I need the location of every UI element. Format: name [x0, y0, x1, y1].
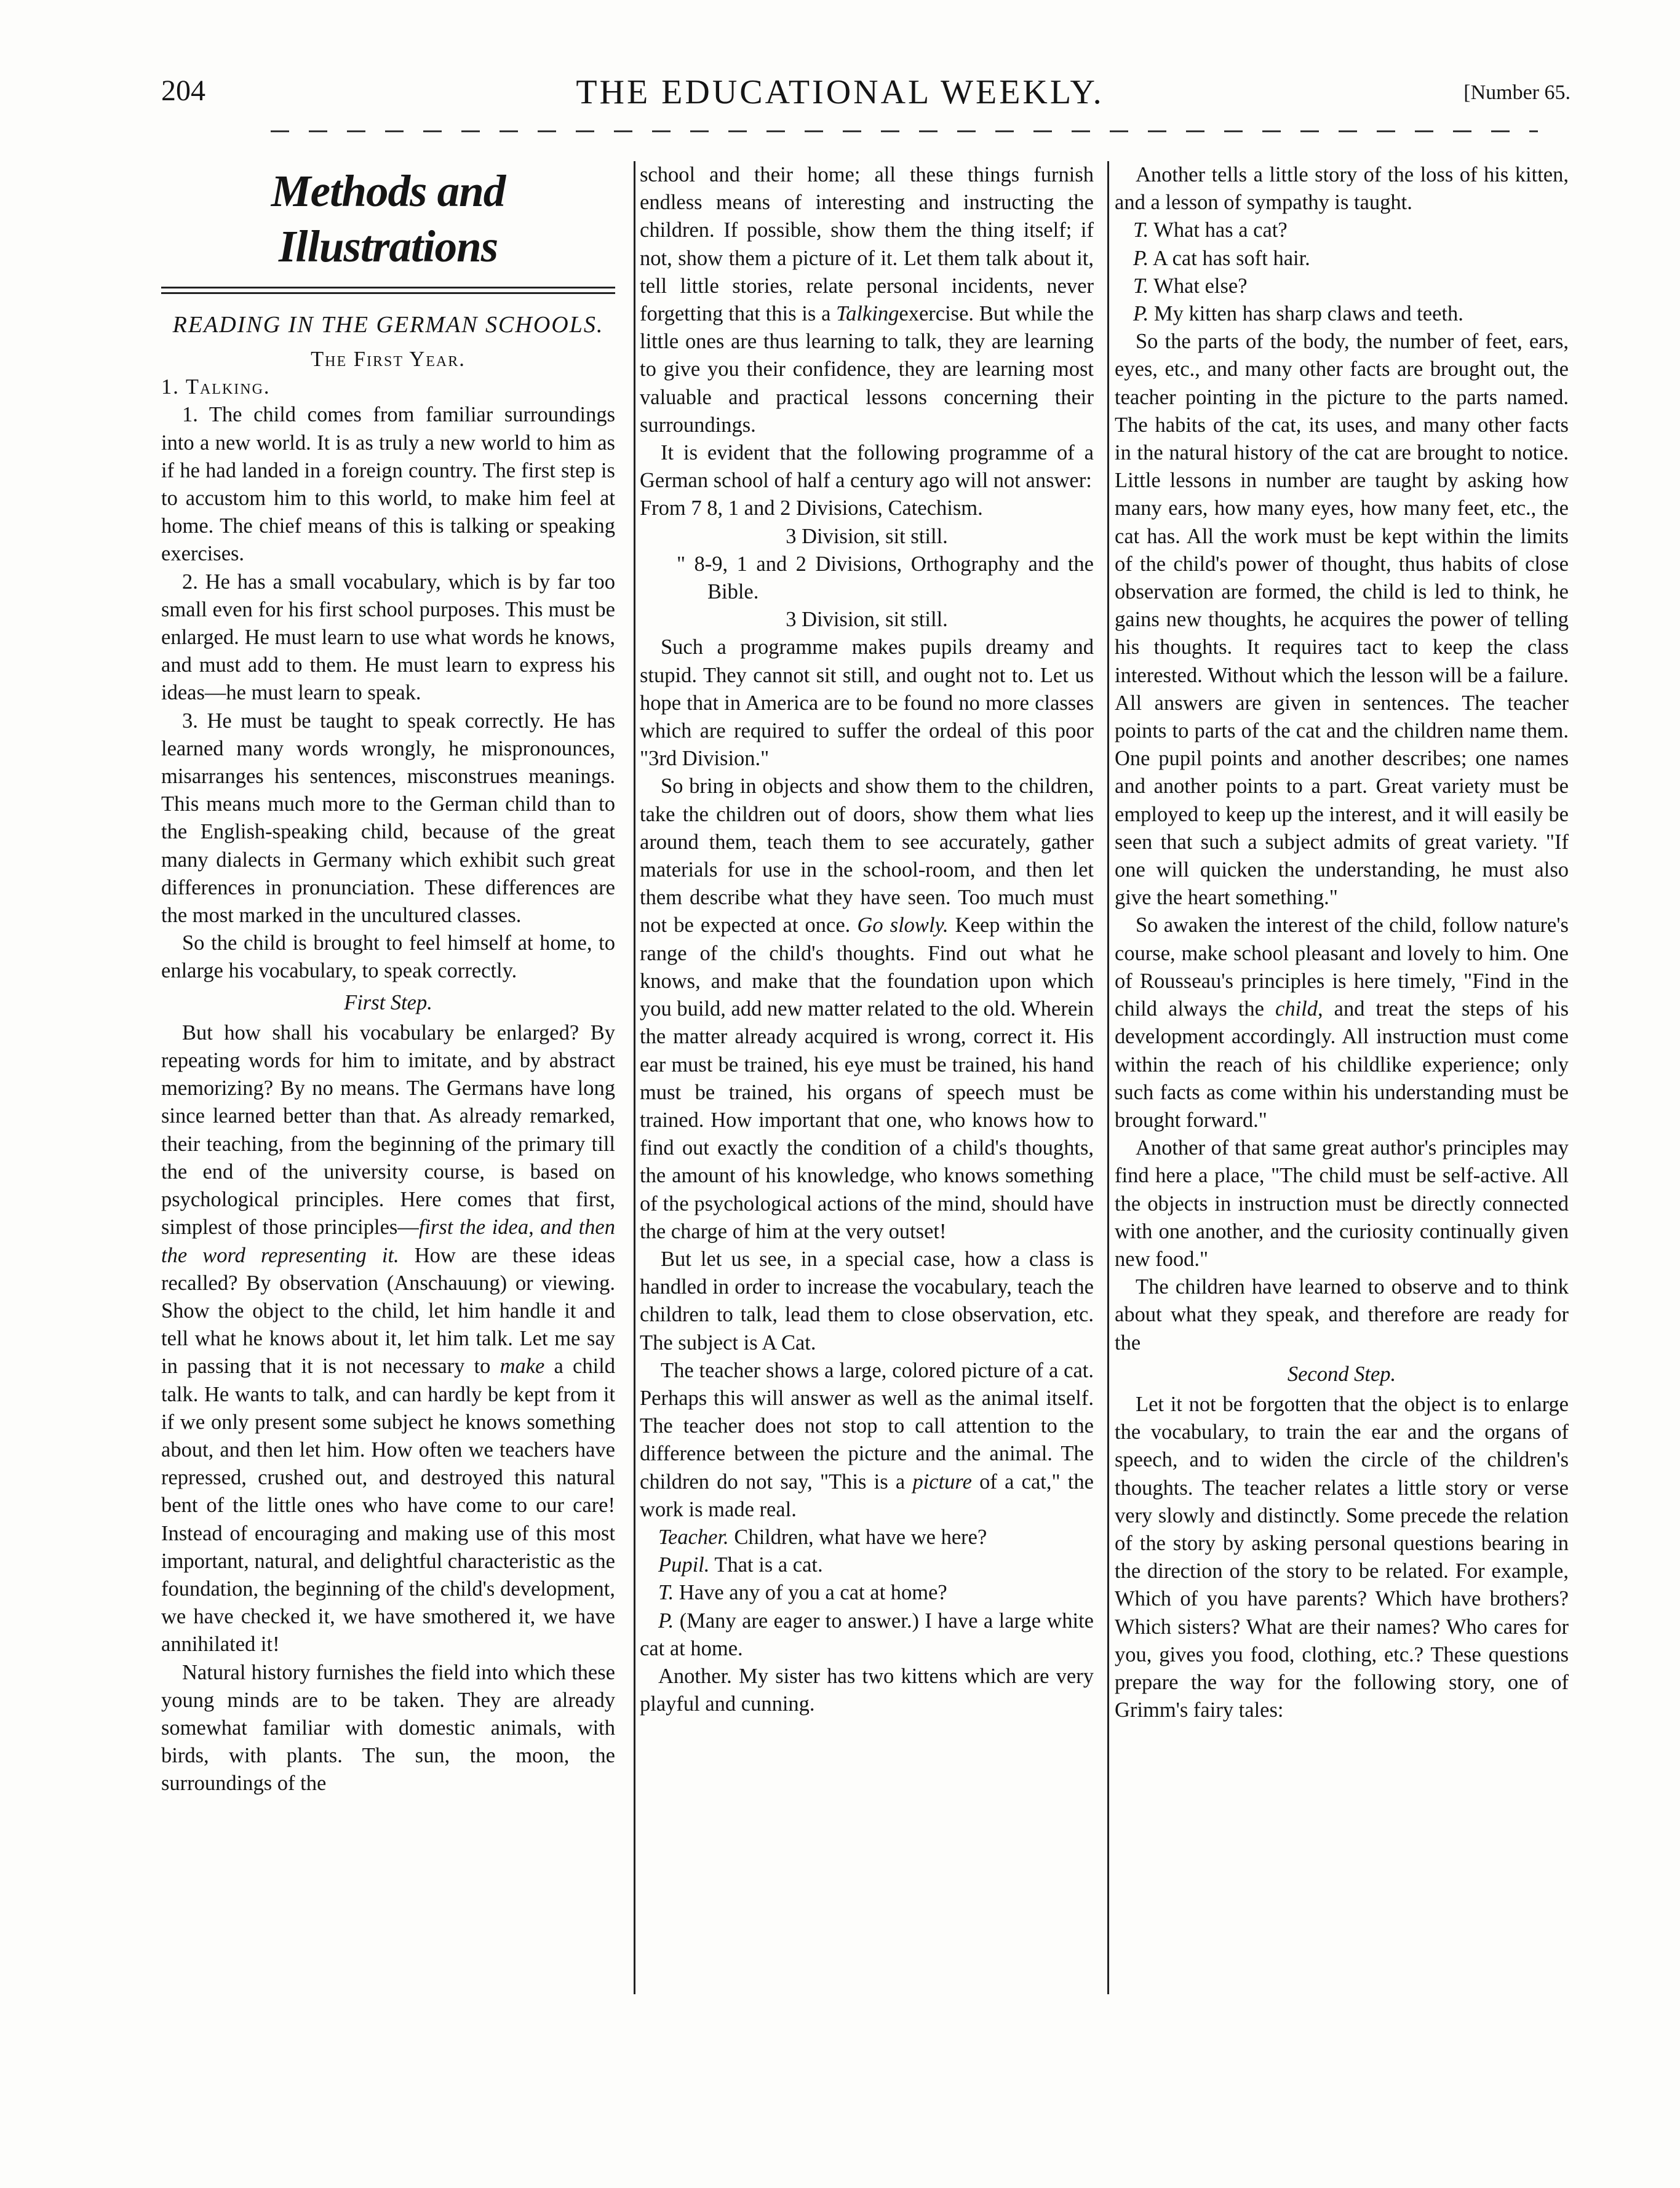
section-title: Methods and Illustrations — [271, 166, 506, 271]
issue-number: [Number 65. — [1463, 81, 1571, 104]
emphasis: picture — [912, 1470, 972, 1494]
paragraph: So the parts of the body, the number of feet, ears, eyes, etc., and many other facts are brought out, the teacher pointing in the picture to the parts named. The habits of the cat, its uses, and many other facts in the natural history of the cat are brought to notice. Little lessons in number are taught by asking how many ears, how many eyes, how many feet, etc., the cat has. All the work must be kept within the limits of the child's power of thought, thus habits of close observation are formed, the child is led to think, he gains new thoughts, he acquires the power of telling his thoughts. It requires tact to keep the class interested. Without which the lesson will be a failure. All answers are given in sentences. The teacher points to parts of the cat and the children name them. One pupil points and another describes; one names and another points to a part. Great variety must be employed to keep up the interest, and it will easily be seen that such a subject admits of great variety. "If one will quicken the understanding, he must also give the heart something." — [1115, 330, 1569, 910]
emphasis: Talking — [836, 302, 899, 326]
dialogue — [1115, 217, 1569, 328]
speaker: P. — [1133, 302, 1149, 326]
paragraph: 1. The child comes from familiar surroundings into a new world. It is as truly a new world to him as if he had landed in a foreign country. The first step is to accustom him to this world, to make him feel at home. The chief means of this is talking or speaking exercises. — [161, 403, 615, 566]
dialogue-line — [1115, 273, 1569, 300]
header-divider — [271, 130, 1538, 132]
text-run: , and treat the steps of his development accordingly. All instruction must come within the reach of his childlike experience; only such facts as come within his understanding must be brought forward." — [1115, 997, 1569, 1132]
text-run: So awaken the interest of the child, follow nature's course, make school pleasant and lovely to him. One of Rousseau's principles is here timely, "Find in the child always the — [1115, 913, 1569, 1021]
column-rule-left — [634, 161, 635, 1994]
paragraph: Natural history furnishes the field into which these young minds are to be taken. They are already somewhat familiar with domestic animals, with birds, with plants. The sun, the moon, the surroundings of the — [161, 1660, 615, 1796]
paragraph: Another tells a little story of the loss of his kitten, and a lesson of sympathy is taught. — [1115, 163, 1569, 215]
text-run: a child talk. He wants to talk, and can hardly be kept from it if we only present some subject he knows something about, and then let him. How often we teachers have repressed, crushed out, and destroyed this natural bent of the little ones who have come to our care! Instead of encouraging and making use of this most important, natural, and delightful characteristic as the foundation, the beginning of the child's development, we have checked it, we have smothered it, we have annihilated it! — [161, 1355, 615, 1657]
dialogue-line — [640, 1551, 1094, 1579]
speech: Have any of you a cat at home? — [674, 1581, 947, 1605]
programme-line: From 7 8, 1 and 2 Divisions, Catechism. — [640, 496, 983, 520]
paragraph: Another of that same great author's principles may find here a place, "The child must be self-active. All the objects in instruction must be directly connected with one another, and the curiosity continually given new food." — [1115, 1136, 1569, 1271]
paragraph: But let us see, in a special case, how a class is handled in order to increase the vocabulary, teach the children to talk, lead them to close observation, etc. The subject is A Cat. — [640, 1247, 1094, 1355]
dialogue-line — [640, 1524, 1094, 1551]
column-1 — [161, 161, 615, 1798]
programme-line: 3 Division, sit still. — [786, 608, 948, 632]
step-heading: Second Step. — [1287, 1362, 1396, 1386]
page-number: 204 — [161, 74, 205, 107]
part-heading: 1. Talking. — [161, 375, 271, 399]
programme-line: " 8-9, 1 and 2 Divisions, Orthography and the Bible. — [677, 552, 1094, 604]
emphasis: Go slowly. — [857, 913, 949, 937]
speaker: T. — [1133, 274, 1149, 298]
speech: What else? — [1149, 274, 1248, 298]
text-run: exercise. But while the little ones are thus learning to talk, they are learning to give you their confidence, they are learning most valuable and practical lessons concerning their surroundings. — [640, 302, 1094, 437]
paragraph — [640, 773, 1094, 1245]
emphasis: child — [1275, 997, 1318, 1021]
paragraph: It is evident that the following programme of a German school of half a century ago will not answer: — [640, 441, 1094, 493]
text-run: The teacher shows a large, colored picture of a cat. Perhaps this will answer as well as the animal itself. The teacher does not stop to call attention to the difference between the picture and the animal. The children do not say, "This is a — [640, 1358, 1094, 1494]
step-heading: First Step. — [344, 990, 432, 1014]
masthead: THE EDUCATIONAL WEEKLY. — [576, 73, 1104, 111]
text-run: Keep within the range of the child's thoughts. Find out what he knows, and make that the foundation upon which you build, add new matter related to the old. Wherein the matter already acquired is wrong, correct it. His ear must be trained, his eye must be trained, his hand must be trained, his organs of speech must be trained. How important that one, who knows how to find out exactly the condition of a child's thoughts, the amount of his knowledge, who knows something of the psychological actions of the mind, should have the charge of him at the very outset! — [640, 913, 1094, 1243]
speech: What has a cat? — [1149, 218, 1288, 242]
dialogue — [640, 1524, 1094, 1718]
paragraph — [640, 161, 1094, 439]
paragraph — [640, 1357, 1094, 1524]
dialogue-line — [640, 1579, 1094, 1607]
speaker: P. — [1133, 246, 1149, 270]
text-run: So bring in objects and show them to the children, take the children out of doors, show them what lies around them, teach them to see accurately, gather materials for use in the school-room, and then let them describe what they have seen. Too much must not be expected at once. — [640, 774, 1094, 937]
speech: (Many are eager to answer.) I have a large white cat at home. — [640, 1609, 1094, 1660]
speech: Children, what have we here? — [728, 1525, 987, 1549]
text-run: How are these ideas recalled? By observation (Anschauung) or viewing. Show the object to the child, let him handle it and tell what he knows about it, let him talk. Let me say in passing that it is not necessary to — [161, 1243, 615, 1378]
page-header — [0, 0, 1680, 129]
paragraph — [161, 1019, 615, 1659]
column-2 — [640, 161, 1094, 1718]
column-rule-right — [1107, 161, 1109, 1994]
speech: That is a cat. — [709, 1553, 823, 1577]
dialogue-line: Another. My sister has two kittens which are very playful and cunning. — [640, 1664, 1094, 1716]
text-run: school and their home; all these things furnish endless means of interesting and instructing the children. If possible, show them the thing itself; if not, show them a picture of it. Let them talk about it, tell little stories, relate personal incidents, never forgetting that this is a — [640, 163, 1094, 326]
dialogue-line — [640, 1607, 1094, 1663]
article-title: READING IN THE GERMAN SCHOOLS. — [172, 312, 604, 338]
speech: A cat has soft hair. — [1149, 246, 1310, 270]
speaker: Teacher. — [658, 1525, 729, 1549]
paragraph: So the child is brought to feel himself at home, to enlarge his vocabulary, to speak correctly. — [161, 931, 615, 983]
paragraph: 2. He has a small vocabulary, which is by far too small even for his first school purposes. This must be enlarged. He must learn to use what words he knows, and must add to them. He must learn to express his ideas—he must learn to speak. — [161, 570, 615, 705]
speaker: P. — [658, 1609, 674, 1633]
paragraph — [1115, 912, 1569, 1134]
section-title-rule — [161, 287, 615, 294]
dialogue-line — [1115, 245, 1569, 273]
paragraph: 3. He must be taught to speak correctly. He has learned many words wrongly, he mispronounces, misarranges his sentences, misconstrues meanings. This means much more to the German child than to the English-speaking child, because of the great many dialects in Germany which exhibit such great differences in pronunciation. These differences are the most marked in the uncultured classes. — [161, 709, 615, 928]
speaker: T. — [1133, 218, 1149, 242]
dialogue-line — [1115, 217, 1569, 244]
article-subtitle: The First Year. — [311, 348, 466, 371]
emphasis: make — [500, 1355, 545, 1378]
paragraph: Such a programme makes pupils dreamy and stupid. They cannot sit still, and ought not to. Let us hope that in America are to be found no more classes which are required to suffer the ordeal of this poor "3rd Division." — [640, 635, 1094, 771]
speaker: T. — [658, 1581, 674, 1605]
dialogue-line — [1115, 300, 1569, 328]
column-3 — [1115, 161, 1569, 1724]
text-run: of a cat," the work is made real. — [640, 1470, 1094, 1521]
paragraph: Let it not be forgotten that the object is to enlarge the vocabulary, to train the ear and the organs of speech, and to widen the circle of the children's thoughts. The teacher relates a little story or verse very slowly and distinctly. Some precede the relation of the story by asking personal questions bearing in the direction of the story to be related. For example, Which of you have parents? Which have brothers? Which sisters? What are their names? Who cares for you, gives you food, clothing, etc.? These questions prepare the way for the following story, one of Grimm's fairy tales: — [1115, 1392, 1569, 1722]
speaker: Pupil. — [658, 1553, 710, 1577]
text-run: But how shall his vocabulary be enlarged? By repeating words for him to imitate, and by abstract memorizing? By no means. The Germans have long since learned better than that. As already remarked, their teaching, from the beginning of the primary till the end of the university course, is based on psychological principles. Here comes that first, simplest of those principles— — [161, 1020, 615, 1239]
emphasis: first the idea, and then the word representing it. — [161, 1215, 615, 1267]
speech: My kitten has sharp claws and teeth. — [1149, 302, 1463, 326]
paragraph: The children have learned to observe and to think about what they speak, and therefore are ready for the — [1115, 1275, 1569, 1355]
programme-line: 3 Division, sit still. — [786, 524, 948, 548]
